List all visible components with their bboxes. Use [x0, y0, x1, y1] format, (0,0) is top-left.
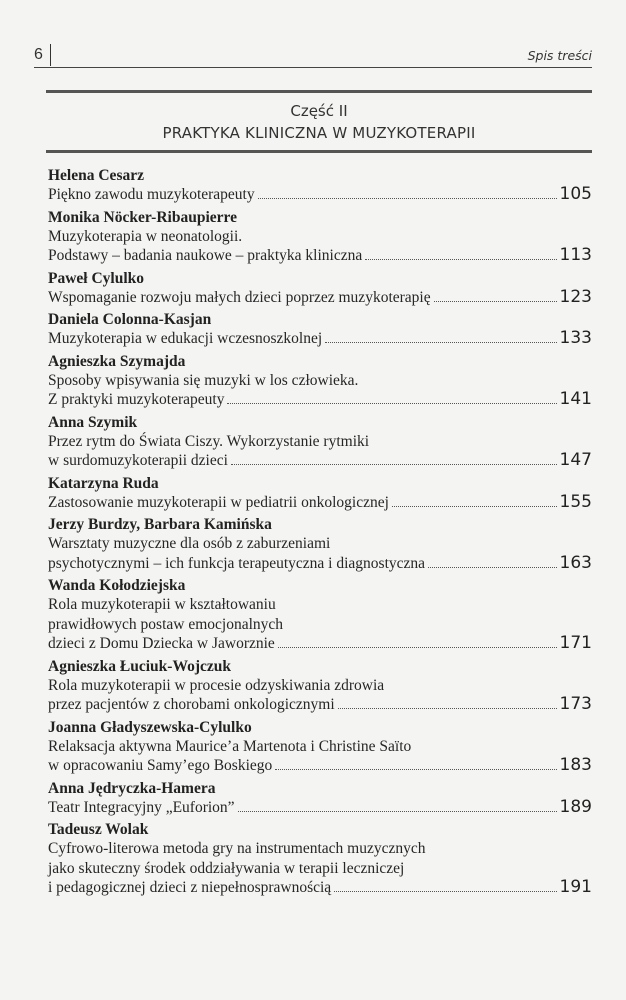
- dot-leader: [227, 403, 556, 404]
- toc-entry: [48, 413, 592, 471]
- toc-entry: [48, 352, 592, 410]
- part-label: Część II: [290, 102, 348, 120]
- entry-title-line: Muzykoterapia w neonatologii.: [48, 227, 243, 245]
- entry-author: Agnieszka Szymajda: [48, 352, 186, 370]
- toc-entry: [48, 576, 592, 654]
- toc-entry: [48, 474, 592, 513]
- toc-entry: [48, 718, 592, 776]
- entry-title-line: Relaksacja aktywna Maurice’a Martenota i Christine Saïto: [48, 737, 412, 755]
- entry-title-text: Podstawy – badania naukowe – praktyka kliniczna: [48, 247, 363, 264]
- table-of-contents: [48, 166, 592, 901]
- part-rule-top: [46, 90, 592, 93]
- entry-page-number: 155: [559, 491, 592, 512]
- entry-title-final-line: [48, 246, 592, 266]
- dot-leader: [231, 464, 557, 465]
- entry-author: Wanda Kołodziejska: [48, 577, 186, 594]
- entry-author: Helena Cesarz: [48, 167, 144, 184]
- running-title: Spis treści: [527, 48, 592, 63]
- entry-author: Agnieszka Łuciuk-Wojczuk: [48, 657, 232, 675]
- dot-leader: [338, 708, 557, 709]
- dot-leader: [334, 891, 556, 892]
- entry-page-number: 105: [559, 184, 592, 204]
- entry-title-text: w surdomuzykoterapii dzieci: [48, 452, 228, 469]
- entry-title-line: Rola muzykoterapii w kształtowaniu: [48, 596, 276, 613]
- entry-title-final-line: [48, 493, 592, 513]
- entry-author: Monika Nöcker-Ribaupierre: [48, 208, 237, 226]
- entry-title-text: Muzykoterapia w edukacji wczesnoszkolnej: [48, 330, 323, 347]
- entry-title-final-line: [48, 878, 592, 898]
- toc-entry: [48, 515, 592, 573]
- dot-leader: [428, 567, 557, 568]
- dot-leader: [278, 647, 557, 648]
- entry-title-line: Sposoby wpisywania się muzyki w los człowieka.: [48, 371, 359, 389]
- entry-title-text: w opracowaniu Samy’ego Boskiego: [48, 757, 273, 774]
- entry-author: Anna Jędryczka-Hamera: [48, 779, 216, 797]
- entry-title-text: dzieci z Domu Dziecka w Jaworznie: [48, 635, 275, 652]
- entry-title-text: i pedagogicznej dzieci z niepełnosprawnością: [48, 879, 332, 896]
- entry-title-final-line: [48, 390, 592, 410]
- entry-page-number: 133: [559, 328, 592, 348]
- toc-entry: [48, 166, 592, 205]
- entry-title-final-line: [48, 634, 592, 654]
- entry-author: Anna Szymik: [48, 413, 138, 431]
- entry-title-final-line: [48, 695, 592, 715]
- dot-leader: [238, 811, 557, 812]
- page-number: 6: [34, 46, 43, 63]
- entry-title-line: Rola muzykoterapii w procesie odzyskiwania zdrowia: [48, 676, 385, 694]
- entry-title-text: Zastosowanie muzykoterapii w pediatrii onkologicznej: [48, 493, 389, 511]
- entry-title-text: Z praktyki muzykoterapeuty: [48, 391, 225, 408]
- entry-page-number: 113: [559, 245, 592, 265]
- entry-author: Tadeusz Wolak: [48, 821, 149, 838]
- part-rule-bottom: [46, 150, 592, 153]
- toc-entry: [48, 657, 592, 715]
- entry-title-final-line: [48, 554, 592, 574]
- entry-page-number: 171: [559, 633, 592, 653]
- entry-page-number: 183: [559, 755, 592, 775]
- entry-title-final-line: [48, 798, 592, 818]
- entry-title-text: przez pacjentów z chorobami onkologicznymi: [48, 696, 335, 713]
- toc-entry: [48, 820, 592, 898]
- dot-leader: [365, 259, 556, 260]
- dot-leader: [325, 342, 556, 343]
- entry-author: Joanna Gładyszewska-Cylulko: [48, 718, 252, 736]
- entry-title-line: Cyfrowo-literowa metoda gry na instrumentach muzycznych: [48, 840, 426, 857]
- entry-title-text: Piękno zawodu muzykoterapeuty: [48, 186, 255, 203]
- entry-author: Katarzyna Ruda: [48, 474, 159, 492]
- entry-page-number: 147: [559, 450, 592, 470]
- entry-title-text: Teatr Integracyjny „Euforion”: [48, 798, 235, 816]
- header-rule: [34, 67, 592, 68]
- part-heading: [46, 90, 592, 153]
- entry-title-line: Przez rytm do Świata Ciszy. Wykorzystanie rytmiki: [48, 432, 370, 450]
- page-header: [34, 42, 592, 70]
- toc-entry: [48, 269, 592, 308]
- toc-entry: [48, 310, 592, 349]
- toc-entry: [48, 208, 592, 266]
- entry-author: Paweł Cylulko: [48, 269, 145, 287]
- entry-title-final-line: [48, 329, 592, 349]
- entry-title-text: psychotycznymi – ich funkcja terapeutyczna i diagnostyczna: [48, 554, 426, 572]
- entry-title-line: Warsztaty muzyczne dla osób z zaburzeniami: [48, 535, 331, 552]
- entry-title-text: Wspomaganie rozwoju małych dzieci poprzez muzykoterapię: [48, 288, 431, 306]
- dot-leader: [392, 506, 557, 507]
- entry-title-final-line: [48, 185, 592, 205]
- entry-author: Jerzy Burdzy, Barbara Kamińska: [48, 516, 272, 533]
- entry-title-line: jako skuteczny środek oddziaływania w terapii leczniczej: [48, 859, 405, 877]
- entry-page-number: 163: [559, 552, 592, 573]
- entry-title-final-line: [48, 756, 592, 776]
- toc-entry: [48, 779, 592, 818]
- entry-title-final-line: [48, 451, 592, 471]
- dot-leader: [434, 301, 557, 302]
- part-title: PRAKTYKA KLINICZNA W MUZYKOTERAPII: [162, 124, 476, 142]
- entry-page-number: 173: [559, 694, 592, 714]
- entry-title-line: prawidłowych postaw emocjonalnych: [48, 615, 284, 633]
- dot-leader: [275, 769, 556, 770]
- dot-leader: [258, 198, 557, 199]
- page-number-divider: [50, 44, 51, 66]
- entry-title-final-line: [48, 288, 592, 308]
- entry-page-number: 123: [559, 286, 592, 307]
- entry-page-number: 141: [559, 389, 592, 409]
- entry-page-number: 191: [559, 877, 592, 897]
- entry-page-number: 189: [559, 796, 592, 817]
- entry-author: Daniela Colonna-Kasjan: [48, 311, 212, 328]
